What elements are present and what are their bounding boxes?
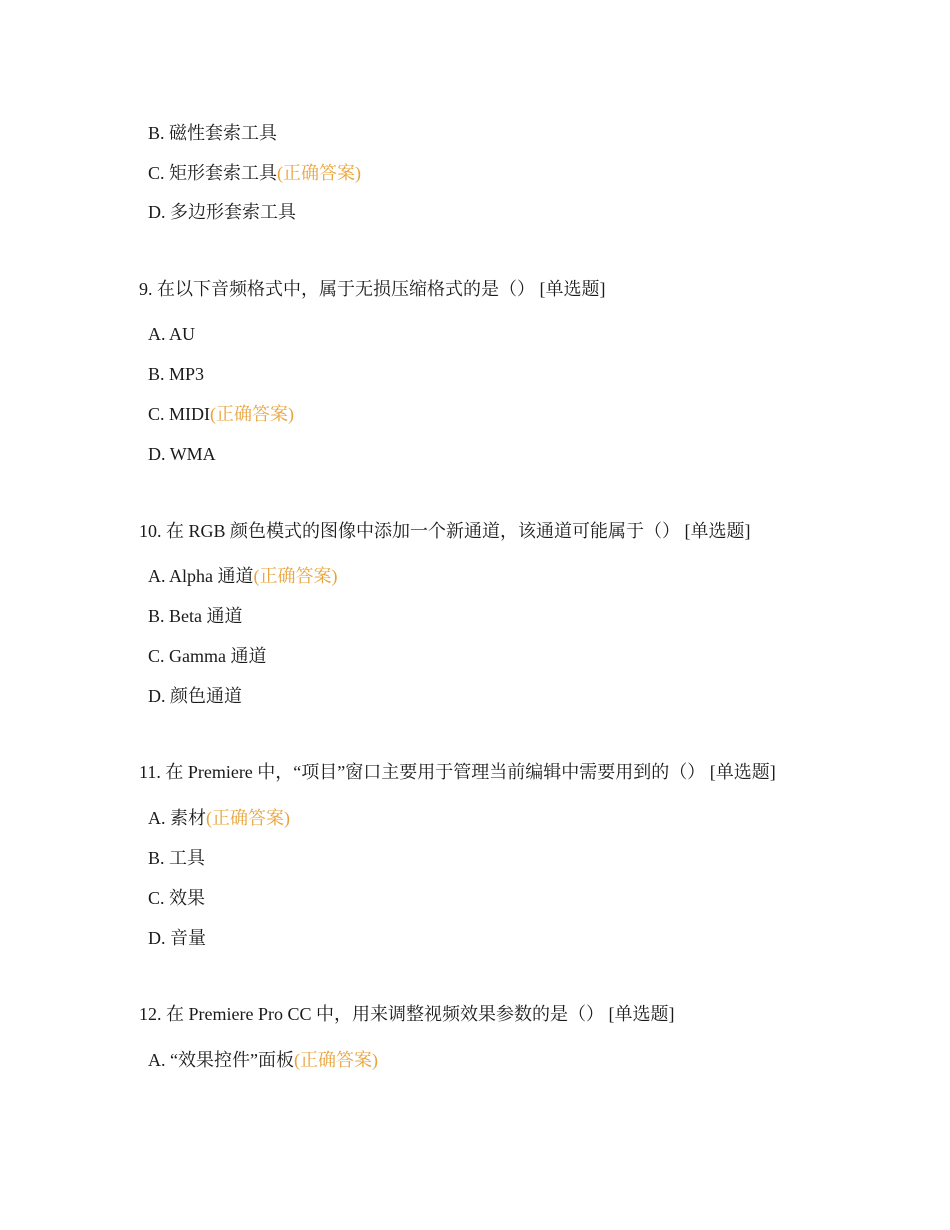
q10-option-a [148, 564, 338, 588]
q9-option-a [148, 322, 195, 346]
option-text: 颜色通道 [170, 686, 242, 706]
option-text: Alpha 通道 [169, 566, 254, 586]
option-letter: D. [148, 686, 166, 706]
option-text: 效果 [169, 888, 206, 908]
option-text: WMA [169, 444, 216, 464]
option-letter: A. [148, 808, 166, 828]
question-10-title: 10. 在 RGB 颜色模式的图像中添加一个新通道，该通道可能属于（） [单选题] [139, 521, 751, 541]
option-letter: C. [148, 163, 165, 183]
option-letter: B. [148, 606, 165, 626]
q10-option-d [148, 684, 242, 708]
option-letter: B. [148, 848, 165, 868]
option-text: MIDI [169, 404, 211, 424]
q8-option-d [148, 200, 296, 224]
option-text: AU [169, 324, 196, 344]
q11-option-c [148, 886, 205, 910]
option-letter: C. [148, 646, 165, 666]
correct-answer-mark: (正确答案) [277, 163, 362, 183]
option-text: 矩形套索工具 [169, 163, 278, 183]
question-12-title: 12. 在 Premiere Pro CC 中，用来调整视频效果参数的是（） [单选题] [139, 1004, 675, 1024]
option-letter: B. [148, 123, 165, 143]
option-text: 素材 [170, 808, 206, 828]
q8-option-c [148, 161, 361, 185]
correct-answer-mark: (正确答案) [253, 566, 338, 586]
option-text: 磁性套索工具 [169, 123, 278, 143]
q9-option-d [148, 442, 216, 466]
option-text: 工具 [169, 848, 206, 868]
question-9-title: 9. 在以下音频格式中，属于无损压缩格式的是（） [单选题] [139, 279, 606, 299]
q11-option-b [148, 846, 205, 870]
q8-option-b [148, 121, 277, 145]
option-letter: D. [148, 928, 166, 948]
option-letter: A. [148, 1050, 166, 1070]
q10-option-b [148, 604, 243, 628]
correct-answer-mark: (正确答案) [210, 404, 295, 424]
q12-option-a [148, 1048, 378, 1072]
q11-option-d [148, 926, 206, 950]
option-text: 多边形套索工具 [170, 202, 296, 222]
option-letter: A. [148, 324, 166, 344]
q11-option-a [148, 806, 290, 830]
question-11-title: 11. 在 Premiere 中，“项目”窗口主要用于管理当前编辑中需要用到的（） [单选题] [139, 762, 776, 782]
option-letter: D. [148, 444, 166, 464]
q9-option-b [148, 362, 204, 386]
option-letter: C. [148, 404, 165, 424]
option-text: Beta 通道 [169, 606, 243, 626]
option-text: “效果控件”面板 [170, 1050, 294, 1070]
option-text: MP3 [169, 364, 205, 384]
q10-option-c [148, 644, 267, 668]
correct-answer-mark: (正确答案) [206, 808, 290, 828]
option-text: 音量 [170, 928, 206, 948]
option-letter: A. [148, 566, 166, 586]
option-letter: D. [148, 202, 166, 222]
option-text: Gamma 通道 [169, 646, 267, 666]
option-letter: C. [148, 888, 165, 908]
q9-option-c [148, 402, 294, 426]
correct-answer-mark: (正确答案) [293, 1050, 378, 1070]
option-letter: B. [148, 364, 165, 384]
